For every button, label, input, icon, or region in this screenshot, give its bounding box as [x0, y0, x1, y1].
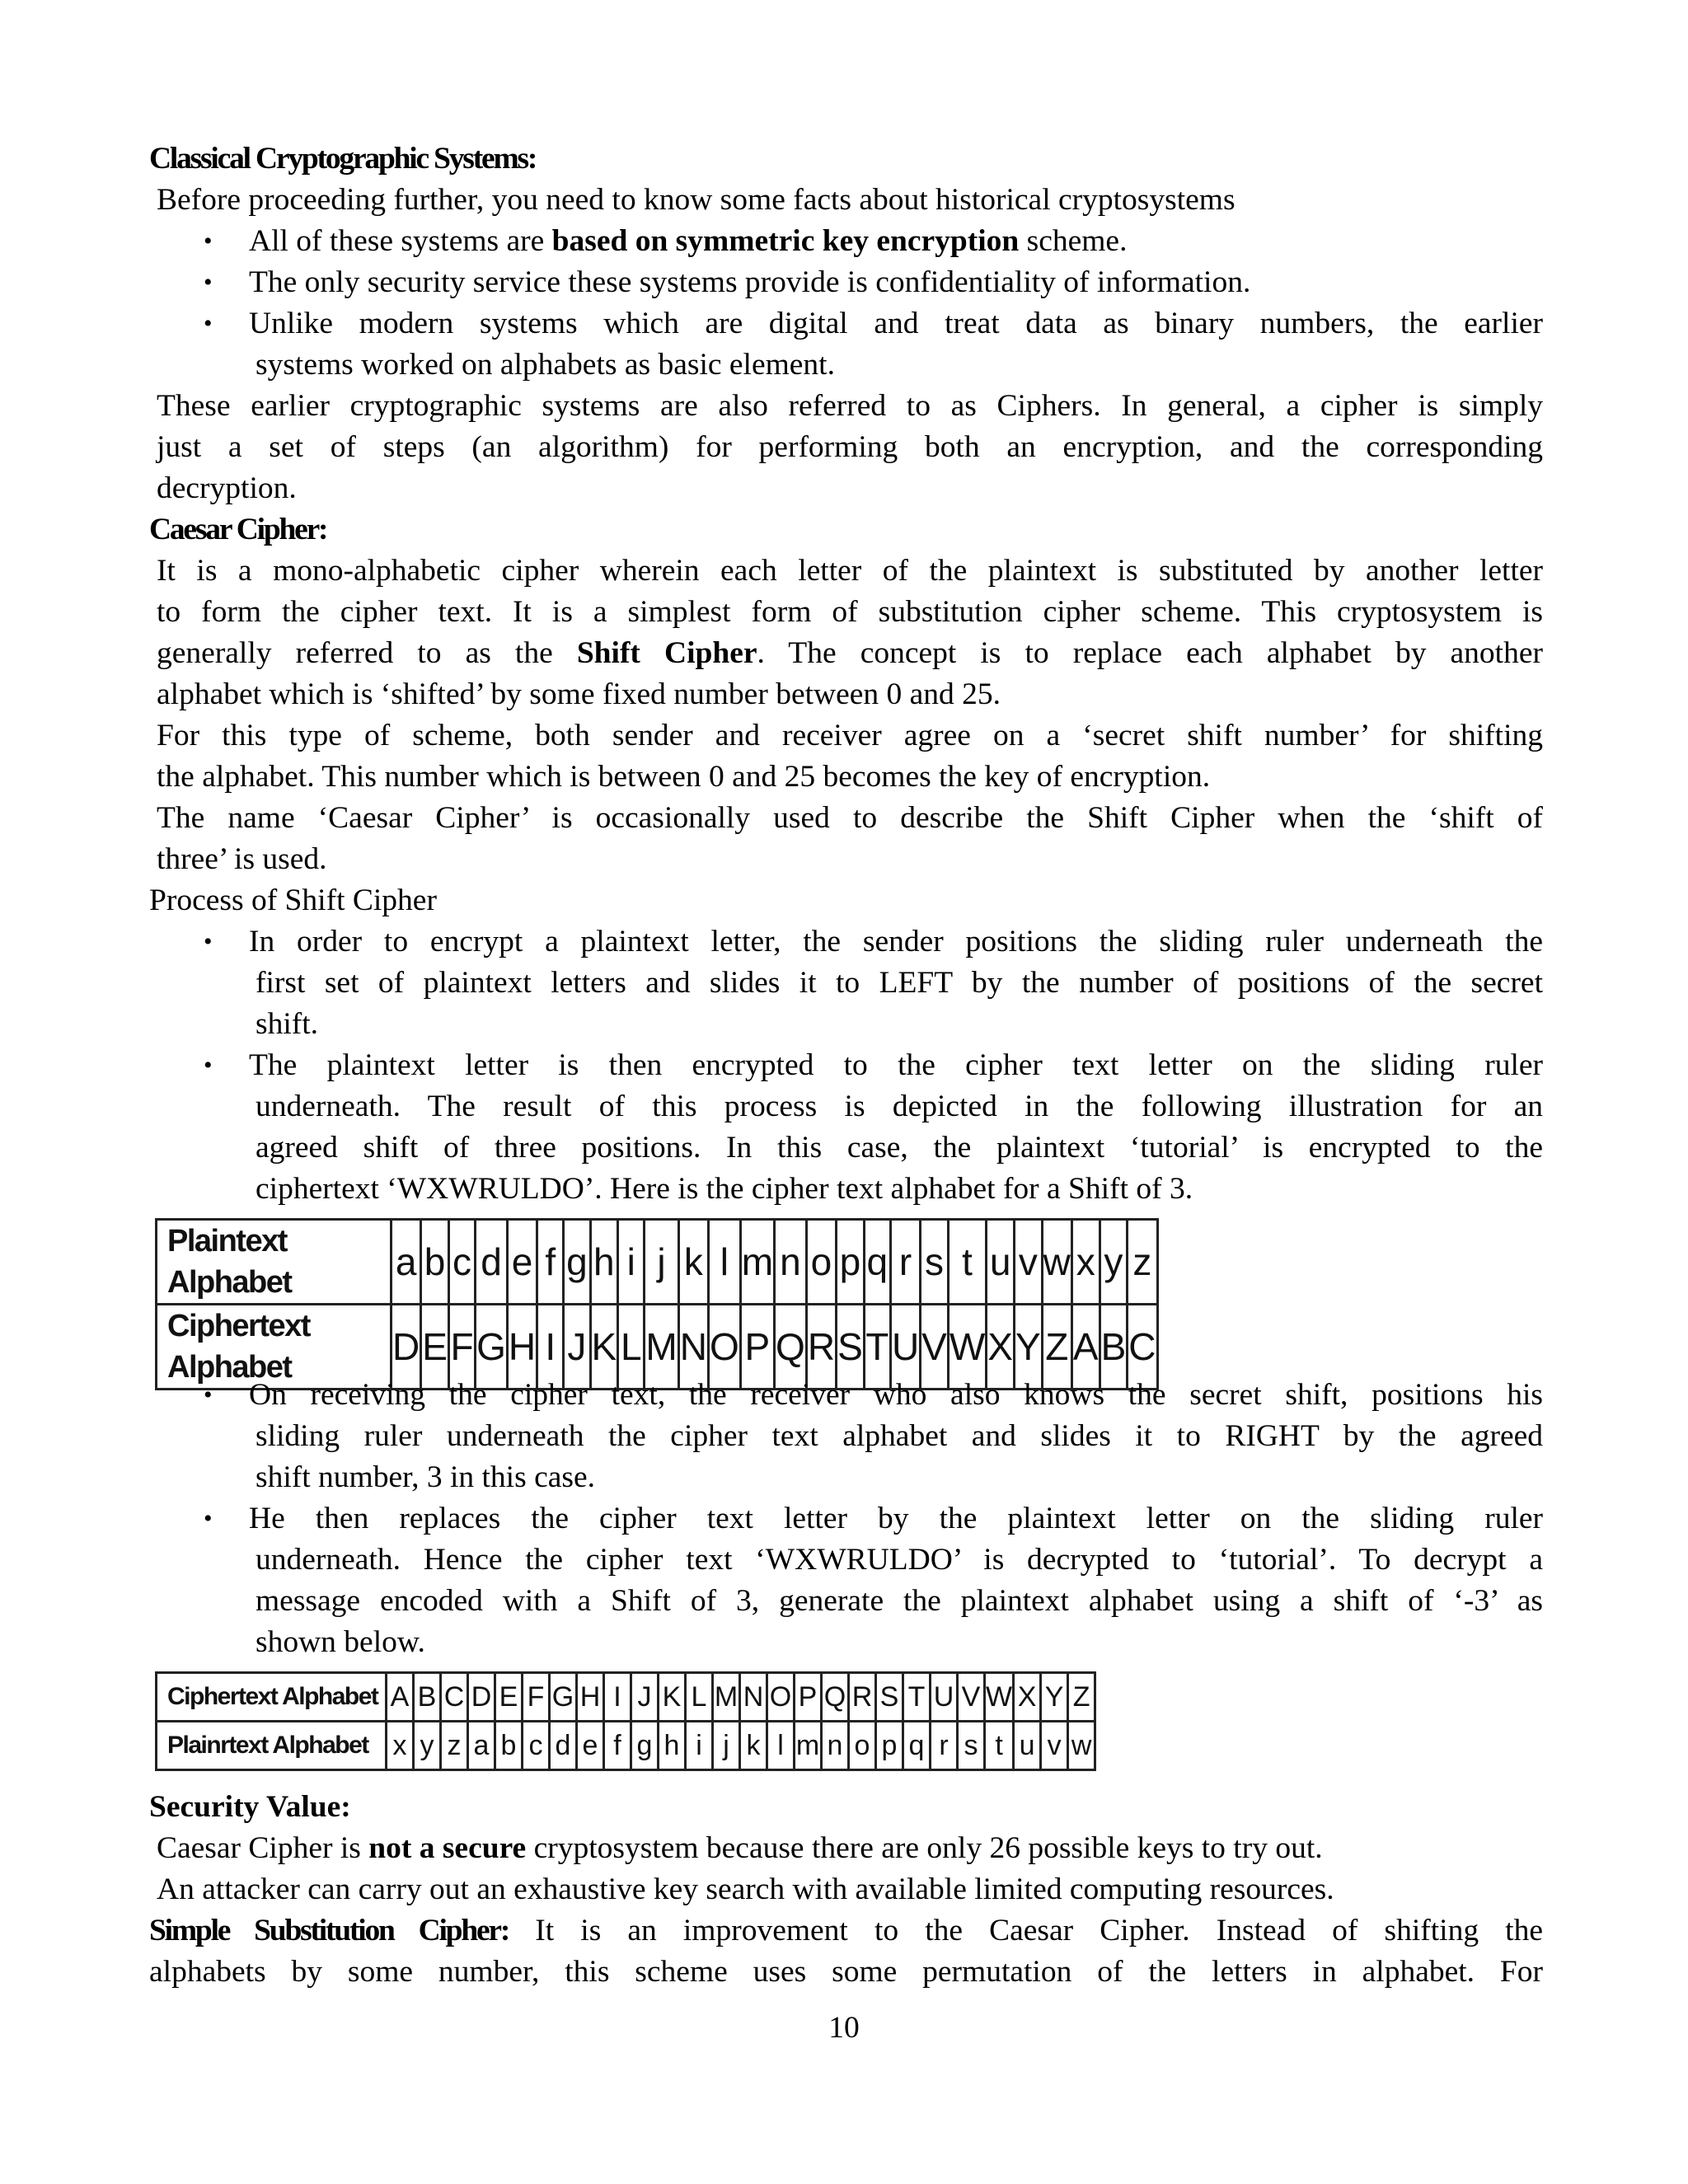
- heading-classical-systems: Classical Cryptographic Systems:: [149, 142, 537, 176]
- letter-cell: B: [414, 1673, 441, 1722]
- letter-cell: E: [495, 1673, 523, 1722]
- intro-text: Before proceeding further, you need to know some facts about historical cryptosystems: [157, 183, 1236, 217]
- letter-cell: X: [987, 1305, 1015, 1390]
- letter-cell: L: [618, 1305, 645, 1390]
- name-para-line2: three’ is used.: [157, 842, 327, 876]
- letter-cell: U: [890, 1305, 920, 1390]
- letter-cell: q: [903, 1722, 931, 1770]
- letter-cell: m: [740, 1220, 774, 1305]
- letter-cell: E: [421, 1305, 449, 1390]
- bullet-dot: •: [204, 1052, 213, 1079]
- bullet-dot: •: [204, 928, 213, 955]
- decryption-table-wrap: [155, 1671, 1096, 1771]
- process-encrypt-line3: shift.: [256, 1007, 319, 1041]
- letter-cell: g: [564, 1220, 590, 1305]
- letter-cell: i: [686, 1722, 713, 1770]
- letter-cell: y: [414, 1722, 441, 1770]
- decrypt-receive-line3: shift number, 3 in this case.: [256, 1460, 595, 1494]
- letter-cell: i: [618, 1220, 645, 1305]
- letter-cell: T: [903, 1673, 931, 1722]
- letter-cell: t: [948, 1220, 986, 1305]
- letter-cell: j: [713, 1722, 740, 1770]
- letter-cell: Q: [775, 1305, 807, 1390]
- letter-cell: f: [604, 1722, 631, 1770]
- letter-cell: K: [659, 1673, 686, 1722]
- letter-cell: Q: [822, 1673, 849, 1722]
- letter-cell: y: [1100, 1220, 1128, 1305]
- letter-cell: D: [468, 1673, 495, 1722]
- agree-para-line1: For this type of scheme, both sender and receiver agree on a ‘secret shift number’ for shifting: [157, 719, 1543, 752]
- letter-cell: x: [387, 1722, 414, 1770]
- heading-security-value: Security Value:: [149, 1790, 351, 1824]
- letter-cell: s: [921, 1220, 949, 1305]
- row-label: Ciphertext Alphabet: [157, 1305, 392, 1390]
- plaintext-row: [157, 1220, 1158, 1305]
- letter-cell: u: [1014, 1722, 1041, 1770]
- letter-cell: A: [1071, 1305, 1100, 1390]
- letter-cell: o: [806, 1220, 836, 1305]
- process-encrypt-line1: In order to encrypt a plaintext letter, the sender positions the sliding ruler underneath the: [249, 925, 1543, 958]
- letter-cell: e: [507, 1220, 537, 1305]
- letter-cell: Y: [1041, 1673, 1068, 1722]
- letter-cell: f: [537, 1220, 564, 1305]
- letter-cell: j: [645, 1220, 678, 1305]
- letter-cell: c: [523, 1722, 550, 1770]
- letter-cell: o: [849, 1722, 876, 1770]
- plaintext-row: [157, 1722, 1095, 1770]
- letter-cell: V: [958, 1673, 985, 1722]
- encryption-table-wrap: [155, 1218, 1159, 1390]
- letter-cell: H: [577, 1673, 604, 1722]
- simple-substitution-line2: alphabets by some number, this scheme uses some permutation of the letters in alphabet. For: [149, 1955, 1543, 1989]
- row-label: Ciphertext Alphabet: [157, 1673, 387, 1722]
- bullet-dot: •: [204, 1505, 213, 1532]
- letter-cell: e: [577, 1722, 604, 1770]
- letter-cell: z: [441, 1722, 468, 1770]
- bullet-dot: •: [204, 1381, 213, 1408]
- letter-cell: V: [921, 1305, 949, 1390]
- caesar-para-line4: alphabet which is ‘shifted’ by some fixed number between 0 and 25.: [157, 677, 1001, 711]
- letter-cell: T: [864, 1305, 890, 1390]
- page-number: 10: [828, 2011, 860, 2045]
- letter-cell: U: [931, 1673, 958, 1722]
- letter-cell: G: [550, 1673, 577, 1722]
- decrypt-replace-line2: underneath. Hence the cipher text ‘WXWRULDO’ is decrypted to ‘tutorial’. To decrypt a: [256, 1543, 1543, 1577]
- letter-cell: O: [708, 1305, 740, 1390]
- letter-cell: w: [1042, 1220, 1071, 1305]
- letter-cell: b: [495, 1722, 523, 1770]
- letter-cell: d: [550, 1722, 577, 1770]
- process-encrypt-line2: first set of plaintext letters and slides it to LEFT by the number of positions of the secret: [256, 966, 1543, 1000]
- letter-cell: Z: [1068, 1673, 1095, 1722]
- letter-cell: I: [537, 1305, 564, 1390]
- row-label: Plaintext Alphabet: [157, 1220, 392, 1305]
- letter-cell: J: [631, 1673, 659, 1722]
- letter-cell: n: [822, 1722, 849, 1770]
- letter-cell: a: [468, 1722, 495, 1770]
- letter-cell: I: [604, 1673, 631, 1722]
- decrypt-replace-line3: message encoded with a Shift of 3, generate the plaintext alphabet using a shift of ‘-3’ as: [256, 1584, 1543, 1618]
- letter-cell: h: [659, 1722, 686, 1770]
- name-para-line1: The name ‘Caesar Cipher’ is occasionally used to describe the Shift Cipher when the ‘shift of: [157, 801, 1543, 835]
- caesar-para-line1: It is a mono-alphabetic cipher wherein each letter of the plaintext is substituted by another letter: [157, 554, 1543, 588]
- letter-cell: M: [645, 1305, 678, 1390]
- letter-cell: r: [890, 1220, 920, 1305]
- letter-cell: N: [678, 1305, 708, 1390]
- row-label: Plainrtext Alphabet: [157, 1722, 387, 1770]
- letter-cell: O: [767, 1673, 795, 1722]
- letter-cell: G: [476, 1305, 508, 1390]
- letter-cell: z: [1128, 1220, 1157, 1305]
- ciphers-para-line3: decryption.: [157, 471, 297, 505]
- letter-cell: W: [985, 1673, 1014, 1722]
- letter-cell: R: [806, 1305, 836, 1390]
- letter-cell: u: [987, 1220, 1015, 1305]
- letter-cell: X: [1014, 1673, 1041, 1722]
- letter-cell: N: [740, 1673, 767, 1722]
- letter-cell: p: [876, 1722, 903, 1770]
- process-result-line4: ciphertext ‘WXWRULDO’. Here is the cipher text alphabet for a Shift of 3.: [256, 1172, 1193, 1206]
- decrypt-receive-line2: sliding ruler underneath the cipher text alphabet and slides it to RIGHT by the agreed: [256, 1419, 1543, 1453]
- simple-substitution-line1: Simple Substitution Cipher: It is an improvement to the Caesar Cipher. Instead of shifting the: [149, 1914, 1543, 1947]
- letter-cell: C: [1128, 1305, 1157, 1390]
- letter-cell: l: [708, 1220, 740, 1305]
- heading-caesar-cipher: Caesar Cipher:: [149, 513, 327, 546]
- letter-cell: k: [740, 1722, 767, 1770]
- process-result-line2: underneath. The result of this process is depicted in the following illustration for an: [256, 1090, 1543, 1123]
- ciphertext-row: [157, 1673, 1095, 1722]
- caesar-para-line2: to form the cipher text. It is a simplest form of substitution cipher scheme. This cryptosystem is: [157, 595, 1543, 629]
- letter-cell: v: [1041, 1722, 1068, 1770]
- letter-cell: r: [931, 1722, 958, 1770]
- security-line2: An attacker can carry out an exhaustive key search with available limited computing resources.: [157, 1872, 1334, 1906]
- letter-cell: K: [590, 1305, 618, 1390]
- letter-cell: D: [392, 1305, 421, 1390]
- letter-cell: w: [1068, 1722, 1095, 1770]
- letter-cell: F: [448, 1305, 475, 1390]
- ciphers-para-line1: These earlier cryptographic systems are also referred to as Ciphers. In general, a cipher is simply: [157, 389, 1543, 423]
- letter-cell: R: [849, 1673, 876, 1722]
- agree-para-line2: the alphabet. This number which is between 0 and 25 becomes the key of encryption.: [157, 760, 1211, 794]
- letter-cell: C: [441, 1673, 468, 1722]
- process-result-line1: The plaintext letter is then encrypted to the cipher text letter on the sliding ruler: [249, 1048, 1543, 1082]
- bullet-dot: •: [204, 310, 213, 337]
- letter-cell: P: [740, 1305, 774, 1390]
- letter-cell: k: [678, 1220, 708, 1305]
- decrypt-replace-line1: He then replaces the cipher text letter by the plaintext letter on the sliding ruler: [249, 1502, 1543, 1535]
- fact-item-alphabets-line1: Unlike modern systems which are digital and treat data as binary numbers, the earlier: [249, 307, 1543, 340]
- letter-cell: c: [448, 1220, 475, 1305]
- decryption-alphabet-table: [155, 1671, 1096, 1771]
- letter-cell: S: [837, 1305, 865, 1390]
- fact-item-symmetric: All of these systems are based on symmetric key encryption scheme.: [249, 224, 1128, 258]
- letter-cell: g: [631, 1722, 659, 1770]
- process-heading: Process of Shift Cipher: [149, 883, 437, 917]
- letter-cell: J: [564, 1305, 590, 1390]
- decrypt-receive-line1: On receiving the cipher text, the receiver who also knows the secret shift, positions his: [249, 1378, 1543, 1412]
- decrypt-replace-line4: shown below.: [256, 1625, 425, 1659]
- letter-cell: l: [767, 1722, 795, 1770]
- letter-cell: H: [507, 1305, 537, 1390]
- letter-cell: d: [476, 1220, 508, 1305]
- encryption-alphabet-table: [155, 1218, 1159, 1390]
- fact-item-alphabets-line2: systems worked on alphabets as basic element.: [256, 348, 835, 382]
- letter-cell: F: [523, 1673, 550, 1722]
- letter-cell: L: [686, 1673, 713, 1722]
- letter-cell: S: [876, 1673, 903, 1722]
- letter-cell: W: [948, 1305, 986, 1390]
- letter-cell: n: [775, 1220, 807, 1305]
- fact-item-confidentiality: The only security service these systems provide is confidentiality of information.: [249, 265, 1251, 299]
- bullet-dot: •: [204, 269, 213, 296]
- letter-cell: x: [1071, 1220, 1100, 1305]
- letter-cell: v: [1014, 1220, 1042, 1305]
- letter-cell: A: [387, 1673, 414, 1722]
- letter-cell: a: [392, 1220, 421, 1305]
- letter-cell: h: [590, 1220, 618, 1305]
- letter-cell: p: [837, 1220, 865, 1305]
- letter-cell: Y: [1014, 1305, 1042, 1390]
- process-result-line3: agreed shift of three positions. In this case, the plaintext ‘tutorial’ is encrypted to the: [256, 1131, 1543, 1165]
- letter-cell: Z: [1042, 1305, 1071, 1390]
- letter-cell: b: [421, 1220, 449, 1305]
- letter-cell: t: [985, 1722, 1014, 1770]
- ciphers-para-line2: just a set of steps (an algorithm) for performing both an encryption, and the corresponding: [157, 430, 1543, 464]
- security-line1: Caesar Cipher is not a secure cryptosystem because there are only 26 possible keys to try out.: [157, 1831, 1323, 1865]
- bullet-dot: •: [204, 227, 213, 255]
- letter-cell: m: [795, 1722, 822, 1770]
- caesar-para-line3: generally referred to as the Shift Cipher. The concept is to replace each alphabet by another: [157, 636, 1543, 670]
- letter-cell: B: [1100, 1305, 1128, 1390]
- letter-cell: q: [864, 1220, 890, 1305]
- letter-cell: s: [958, 1722, 985, 1770]
- letter-cell: P: [795, 1673, 822, 1722]
- letter-cell: M: [713, 1673, 740, 1722]
